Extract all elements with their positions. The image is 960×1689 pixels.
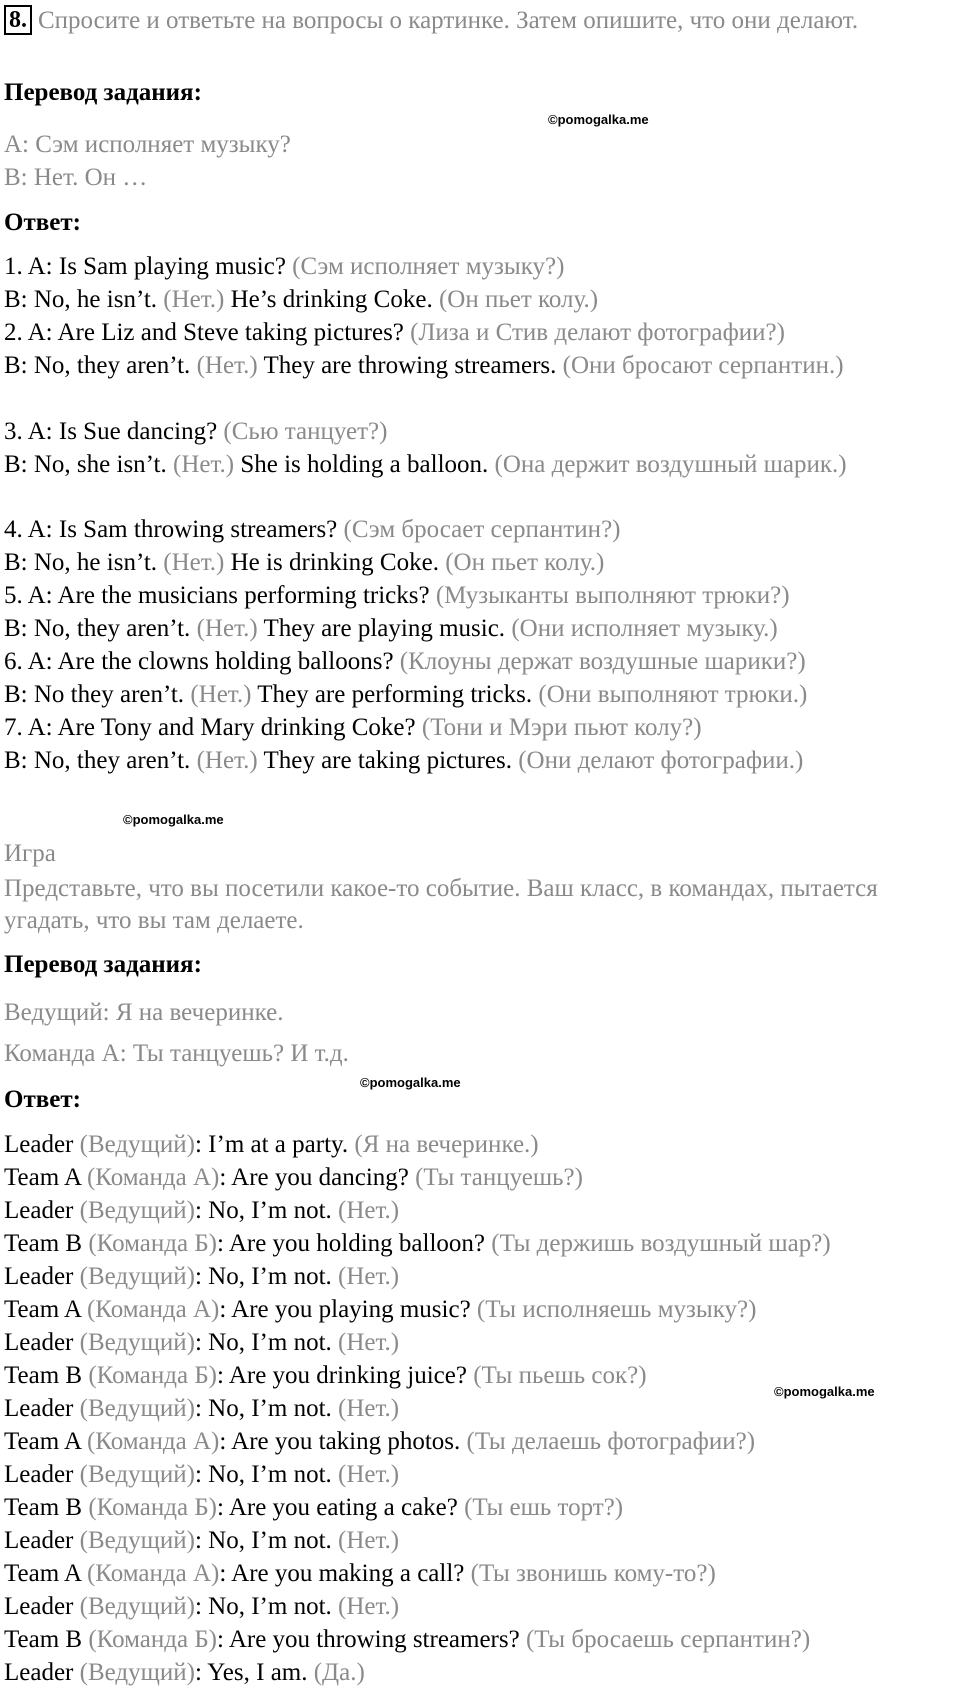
speaker-ru: (Ведущий)	[73, 1395, 195, 1422]
answer-reply	[4, 546, 604, 579]
speaker-ru: (Ведущий)	[73, 1263, 195, 1290]
answer-reply	[4, 450, 884, 480]
question-ru: (Клоуны держат воздушные шарики?)	[393, 648, 806, 675]
translation-line: A: Сэм исполняет музыку?	[4, 131, 291, 158]
reply-ru: (Нет.)	[190, 615, 258, 642]
line-ru: (Нет.)	[331, 1329, 400, 1356]
reply-en: They are throwing streamers.	[257, 352, 557, 379]
speaker-en: Leader	[4, 1395, 74, 1422]
question-en: 4. A: Is Sam throwing streamers?	[4, 516, 338, 543]
speaker-en: Leader	[4, 1263, 74, 1290]
dialogue-line	[4, 1458, 399, 1491]
reply-en: B: No, they aren’t.	[4, 747, 191, 774]
game-description: Представьте, что вы посетили какое-то событие. Ваш класс, в командах, пытается угадать, что вы там делаете.	[4, 875, 878, 934]
line-en: : No, I’m not.	[194, 1593, 332, 1620]
line-ru: (Ты бросаешь серпантин?)	[519, 1626, 811, 1653]
speaker-ru: (Ведущий)	[73, 1527, 195, 1554]
reply-en: He is drinking Coke.	[224, 549, 439, 576]
line-ru: (Нет.)	[331, 1593, 400, 1620]
line-ru: (Нет.)	[331, 1461, 400, 1488]
line-ru: (Ты пьешь сок?)	[466, 1362, 647, 1389]
speaker-en: Team B	[4, 1626, 83, 1653]
speaker-en: Leader	[4, 1659, 74, 1686]
line-ru: (Ты звонишь кому-то?)	[464, 1560, 716, 1587]
question-ru: (Сью танцует?)	[217, 418, 388, 445]
speaker-ru: (Ведущий)	[73, 1329, 195, 1356]
reply-ru: (Они исполняет музыку.)	[505, 615, 778, 642]
answer-question	[4, 645, 806, 678]
reply-ru: (Они выполняют трюки.)	[532, 681, 808, 708]
speaker-ru: (Команда Б)	[82, 1230, 217, 1257]
answer-question	[4, 316, 785, 349]
answer-reply	[4, 351, 884, 381]
question-en: 5. A: Are the musicians performing tricks?	[4, 582, 430, 609]
speaker-ru: (Ведущий)	[73, 1197, 195, 1224]
speaker-en: Team A	[4, 1428, 81, 1455]
question-ru: (Сэм бросает серпантин?)	[337, 516, 621, 543]
speaker-en: Team B	[4, 1230, 83, 1257]
reply-en: B: No they aren’t.	[4, 681, 185, 708]
line-en: : No, I’m not.	[194, 1263, 332, 1290]
answer-reply	[4, 744, 803, 777]
dialogue-line	[4, 1524, 399, 1557]
line-en: : Are you eating a cake?	[217, 1494, 458, 1521]
dialogue-line	[4, 1161, 583, 1194]
reply-en: B: No, he isn’t.	[4, 549, 158, 576]
reply-ru: (Нет.)	[190, 747, 258, 774]
reply-en: B: No, they aren’t.	[4, 615, 191, 642]
line-en: : Are you making a call?	[219, 1560, 465, 1587]
reply-ru: (Нет.)	[157, 286, 225, 313]
reply-en: He’s drinking Coke.	[224, 286, 433, 313]
answer-reply	[4, 612, 778, 645]
line-ru: (Нет.)	[331, 1395, 400, 1422]
speaker-ru: (Команда Б)	[82, 1626, 217, 1653]
translation-heading: Перевод задания:	[4, 951, 202, 978]
speaker-ru: (Команда А)	[80, 1164, 220, 1191]
line-ru: (Ты танцуешь?)	[408, 1164, 583, 1191]
speaker-en: Team B	[4, 1494, 83, 1521]
line-en: : No, I’m not.	[194, 1197, 332, 1224]
reply-ru: (Они делают фотографии.)	[511, 747, 804, 774]
line-en: : Yes, I am.	[194, 1659, 308, 1686]
question-en: 7. A: Are Tony and Mary drinking Coke?	[4, 714, 416, 741]
line-ru: (Ты делаешь фотографии?)	[460, 1428, 756, 1455]
answer-reply	[4, 283, 598, 316]
line-en: : Are you throwing streamers?	[217, 1626, 520, 1653]
answer-reply	[4, 678, 807, 711]
speaker-ru: (Ведущий)	[73, 1593, 195, 1620]
speaker-en: Team A	[4, 1164, 81, 1191]
speaker-en: Team A	[4, 1560, 81, 1587]
dialogue-line	[4, 1623, 810, 1656]
line-ru: (Ты исполняешь музыку?)	[470, 1296, 757, 1323]
dialogue-line	[4, 1491, 623, 1524]
dialogue-line	[4, 1656, 365, 1689]
line-en: : Are you dancing?	[219, 1164, 409, 1191]
dialogue-line	[4, 1194, 399, 1227]
speaker-ru: (Команда А)	[80, 1428, 220, 1455]
reply-ru: (Она держит воздушный шарик.)	[488, 451, 847, 478]
speaker-en: Leader	[4, 1131, 74, 1158]
dialogue-line	[4, 1260, 399, 1293]
reply-ru: (Он пьет колу.)	[438, 549, 605, 576]
question-ru: (Музыканты выполняют трюки?)	[429, 582, 790, 609]
line-en: : No, I’m not.	[194, 1395, 332, 1422]
line-ru: (Ты держишь воздушный шар?)	[485, 1230, 831, 1257]
watermark: ©pomogalka.me	[774, 1384, 875, 1399]
speaker-en: Leader	[4, 1593, 74, 1620]
exercise-instruction-text: Спросите и ответьте на вопросы о картинке. Затем опишите, что они делают.	[38, 7, 859, 34]
speaker-ru: (Команда Б)	[82, 1362, 217, 1389]
question-en: 2. A: Are Liz and Steve taking pictures?	[4, 319, 404, 346]
speaker-en: Leader	[4, 1527, 74, 1554]
translation-line: Команда А: Ты танцуешь? И т.д.	[4, 1040, 349, 1067]
answer-question	[4, 579, 790, 612]
question-en: 6. A: Are the clowns holding balloons?	[4, 648, 394, 675]
watermark: ©pomogalka.me	[123, 812, 224, 827]
reply-en: She is holding a balloon.	[234, 451, 489, 478]
dialogue-line	[4, 1293, 756, 1326]
question-ru: (Сэм исполняет музыку?)	[285, 253, 565, 280]
game-title: Игра	[4, 840, 56, 867]
watermark: ©pomogalka.me	[360, 1075, 461, 1090]
line-en: : Are you taking photos.	[219, 1428, 461, 1455]
line-ru: (Я на вечеринке.)	[348, 1131, 539, 1158]
exercise-instruction	[4, 4, 894, 37]
line-en: : Are you playing music?	[219, 1296, 471, 1323]
dialogue-line	[4, 1326, 399, 1359]
speaker-ru: (Команда А)	[80, 1296, 220, 1323]
reply-en: B: No, she isn’t.	[4, 451, 167, 478]
dialogue-line	[4, 1359, 647, 1392]
question-en: 1. A: Is Sam playing music?	[4, 253, 286, 280]
reply-en: They are performing tricks.	[251, 681, 533, 708]
dialogue-line	[4, 1590, 399, 1623]
dialogue-line	[4, 1227, 831, 1260]
reply-en: B: No, he isn’t.	[4, 286, 158, 313]
speaker-ru: (Ведущий)	[73, 1131, 195, 1158]
speaker-ru: (Ведущий)	[73, 1659, 195, 1686]
dialogue-line	[4, 1557, 716, 1590]
line-en: : I’m at a party.	[194, 1131, 349, 1158]
line-en: : Are you drinking juice?	[217, 1362, 467, 1389]
reply-en: B: No, they aren’t.	[4, 352, 191, 379]
answer-question	[4, 513, 620, 546]
speaker-ru: (Команда А)	[80, 1560, 220, 1587]
answer-question	[4, 711, 702, 744]
line-ru: (Нет.)	[331, 1527, 400, 1554]
line-ru: (Ты ешь торт?)	[457, 1494, 624, 1521]
dialogue-line	[4, 1128, 539, 1161]
line-ru: (Нет.)	[331, 1197, 400, 1224]
question-ru: (Тони и Мэри пьют колу?)	[415, 714, 702, 741]
translation-heading: Перевод задания:	[4, 79, 202, 106]
exercise-number: 8.	[4, 5, 32, 35]
reply-ru: (Они бросают серпантин.)	[556, 352, 844, 379]
line-en: : No, I’m not.	[194, 1461, 332, 1488]
line-ru: (Нет.)	[331, 1263, 400, 1290]
speaker-en: Team A	[4, 1296, 81, 1323]
reply-ru: (Нет.)	[190, 352, 258, 379]
answer-question	[4, 250, 564, 283]
reply-ru: (Он пьет колу.)	[432, 286, 599, 313]
dialogue-line	[4, 1392, 399, 1425]
line-en: : Are you holding balloon?	[217, 1230, 486, 1257]
speaker-en: Team B	[4, 1362, 83, 1389]
line-ru: (Да.)	[307, 1659, 365, 1686]
dialogue-line	[4, 1425, 755, 1458]
speaker-ru: (Команда Б)	[82, 1494, 217, 1521]
reply-en: They are playing music.	[257, 615, 506, 642]
reply-ru: (Нет.)	[184, 681, 252, 708]
question-en: 3. A: Is Sue dancing?	[4, 418, 218, 445]
answer-heading: Ответ:	[4, 209, 81, 236]
speaker-en: Leader	[4, 1197, 74, 1224]
translation-line: B: Нет. Он …	[4, 164, 148, 191]
speaker-ru: (Ведущий)	[73, 1461, 195, 1488]
speaker-en: Leader	[4, 1461, 74, 1488]
speaker-en: Leader	[4, 1329, 74, 1356]
answer-question	[4, 415, 387, 448]
translation-line: Ведущий: Я на вечеринке.	[4, 999, 284, 1026]
reply-ru: (Нет.)	[157, 549, 225, 576]
answer-heading: Ответ:	[4, 1086, 81, 1113]
reply-en: They are taking pictures.	[257, 747, 512, 774]
watermark: ©pomogalka.me	[548, 112, 649, 127]
reply-ru: (Нет.)	[166, 451, 235, 478]
line-en: : No, I’m not.	[194, 1527, 332, 1554]
line-en: : No, I’m not.	[194, 1329, 332, 1356]
question-ru: (Лиза и Стив делают фотографии?)	[403, 319, 785, 346]
